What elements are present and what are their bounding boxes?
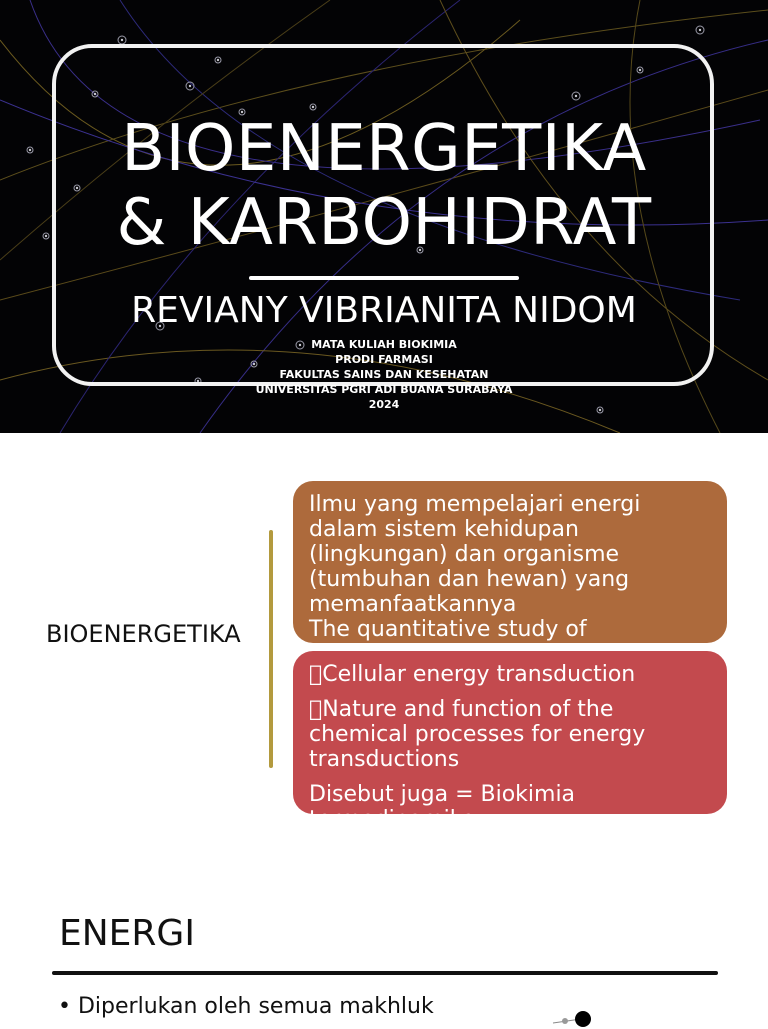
- bullet-glyph-icon: [309, 662, 322, 687]
- detail-item-cont: termodinamika: [309, 782, 476, 807]
- bullet-glyph-icon: [309, 697, 322, 722]
- course-info-line: MATA KULIAH BIOKIMIA: [311, 338, 457, 351]
- definition-text-cont: The quantitative study of: [309, 617, 587, 642]
- course-info-line: FAKULTAS SAINS DAN KESEHATAN: [279, 368, 489, 381]
- title-underline: [249, 276, 519, 280]
- definition-slide: [0, 433, 768, 863]
- course-info: [0, 337, 768, 412]
- section-label: BIOENERGETIKA: [46, 620, 241, 648]
- vertical-divider: [269, 530, 273, 768]
- title-slide: [0, 0, 768, 433]
- detail-item: Nature and function of the chemical processes for energy transductions: [309, 697, 706, 747]
- detail-item: Cellular energy transduction: [309, 662, 623, 687]
- slide-title-line2: & KARBOHIDRAT: [116, 186, 652, 260]
- definition-box: [293, 481, 727, 643]
- network-node-core: [121, 39, 123, 41]
- energy-slide: [0, 863, 768, 1024]
- slide-title-line1: BIOENERGETIKA: [121, 112, 647, 186]
- course-info-line: UNIVERSITAS PGRI ADI BUANA SURABAYA: [255, 383, 513, 396]
- bullet-item: • Diperlukan oleh semua makhluk: [58, 994, 434, 1019]
- definition-text: Ilmu yang mempelajari energi dalam sistem kehidupan (lingkungan) dan organisme (tumbuhan dan hewan) yang memanfaatkannya: [309, 492, 641, 617]
- molecule-decoration-icon: [545, 1009, 605, 1029]
- network-node-core: [699, 29, 701, 31]
- course-info-line: 2024: [368, 398, 400, 411]
- course-info-line: PRODI FARMASI: [335, 353, 433, 366]
- slide-heading: ENERGI: [59, 913, 195, 954]
- author-name: REVIANY VIBRIANITA NIDOM: [131, 290, 637, 331]
- slide-title: [0, 112, 768, 260]
- details-box: [293, 651, 727, 814]
- heading-underline: [52, 971, 718, 975]
- detail-item: Disebut juga = Biokimia: [309, 757, 576, 782]
